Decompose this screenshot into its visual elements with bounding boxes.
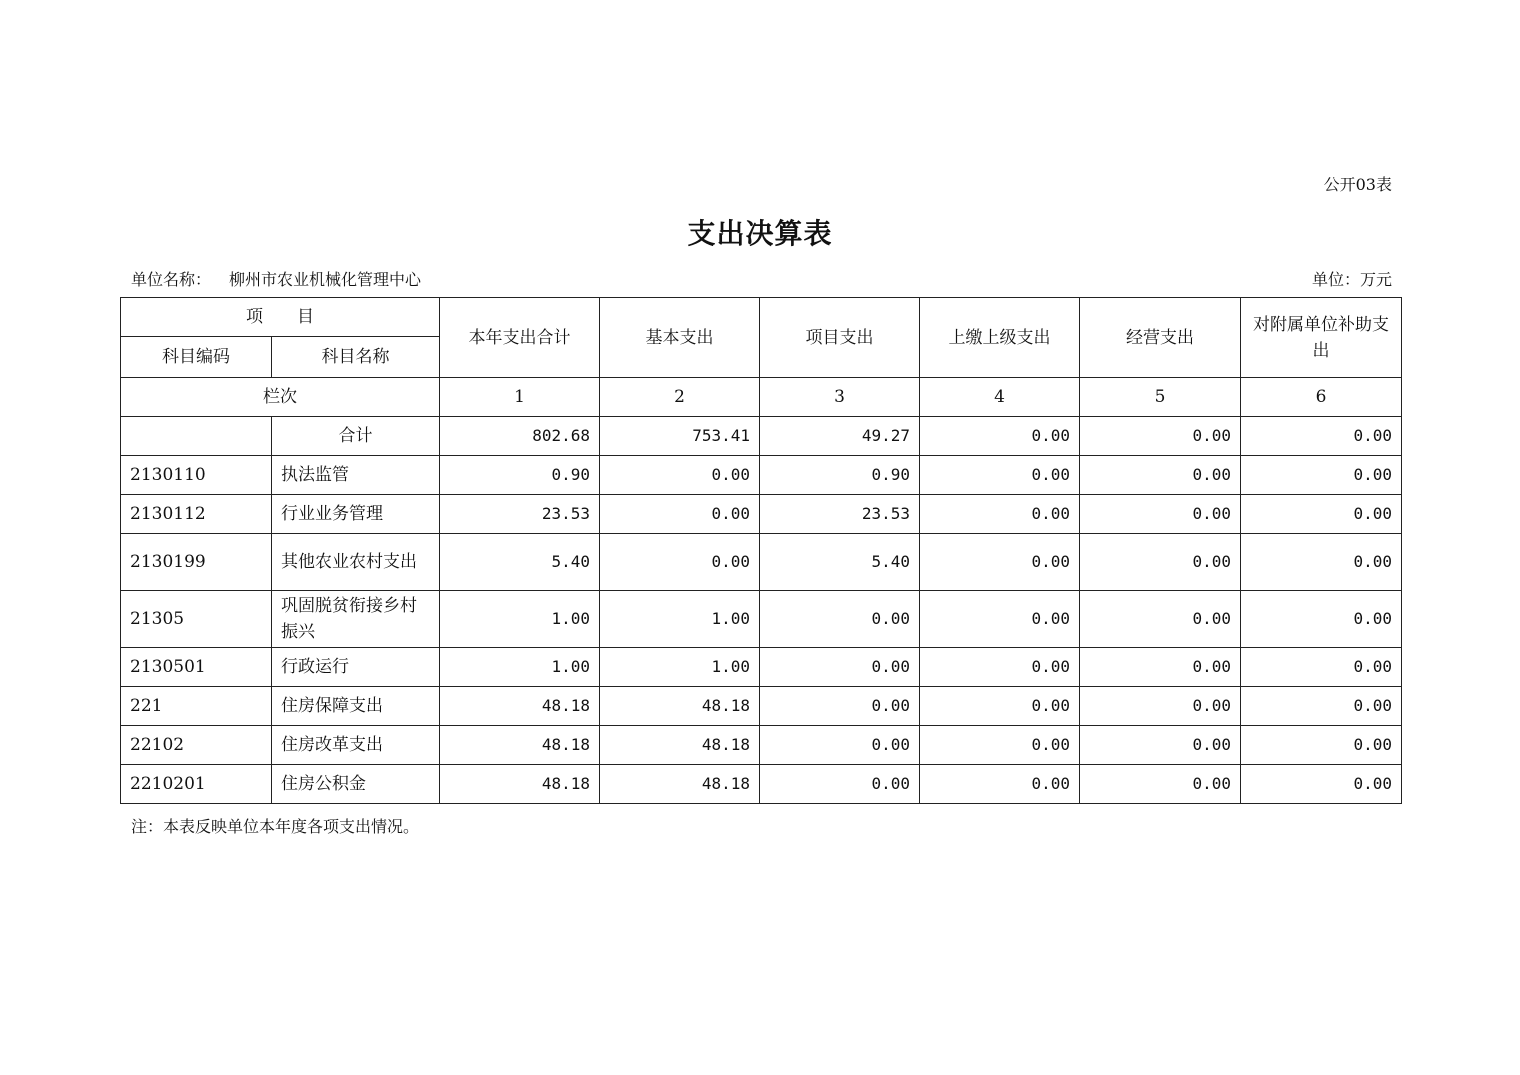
form-number: 公开03表 — [1323, 175, 1392, 194]
value-cell: 0.00 — [1241, 495, 1402, 534]
code-cell — [121, 417, 272, 456]
table-row — [121, 648, 1402, 687]
value-cell: 48.18 — [600, 726, 760, 765]
value-cell: 0.00 — [600, 456, 760, 495]
value-cell: 0.00 — [920, 765, 1080, 804]
value-cell: 0.00 — [760, 765, 920, 804]
code-cell: 21305 — [121, 591, 272, 648]
page-title: 支出决算表 — [687, 217, 833, 250]
name-cell: 其他农业农村支出 — [272, 534, 440, 591]
value-cell: 0.00 — [920, 417, 1080, 456]
value-cell: 0.00 — [920, 726, 1080, 765]
unit-name-label: 单位名称： — [131, 270, 212, 289]
value-cell: 0.00 — [1241, 765, 1402, 804]
value-cell: 0.00 — [1080, 726, 1241, 765]
table-row-total — [121, 417, 1402, 456]
value-cell: 48.18 — [440, 726, 600, 765]
value-cell: 0.00 — [1080, 534, 1241, 591]
header-code: 科目编码 — [121, 337, 272, 378]
value-cell: 0.00 — [1080, 648, 1241, 687]
value-cell: 0.00 — [920, 495, 1080, 534]
column-index-row — [121, 378, 1402, 417]
value-cell: 0.00 — [1080, 456, 1241, 495]
value-cell: 0.00 — [1241, 456, 1402, 495]
table-row — [121, 495, 1402, 534]
code-cell: 22102 — [121, 726, 272, 765]
value-cell: 0.00 — [920, 534, 1080, 591]
code-cell: 2130501 — [121, 648, 272, 687]
value-cell: 0.00 — [1241, 648, 1402, 687]
value-cell: 23.53 — [440, 495, 600, 534]
value-cell: 0.00 — [1241, 591, 1402, 648]
value-cell: 802.68 — [440, 417, 600, 456]
column-index-label: 栏次 — [121, 378, 440, 417]
value-cell: 5.40 — [440, 534, 600, 591]
column-index-cell: 6 — [1241, 378, 1402, 417]
column-index-cell: 5 — [1080, 378, 1241, 417]
code-cell: 2210201 — [121, 765, 272, 804]
table-row — [121, 456, 1402, 495]
code-cell: 2130110 — [121, 456, 272, 495]
value-cell: 0.00 — [1080, 495, 1241, 534]
column-index-cell: 2 — [600, 378, 760, 417]
value-cell: 0.00 — [1241, 417, 1402, 456]
name-cell: 住房改革支出 — [272, 726, 440, 765]
table-row — [121, 534, 1402, 591]
unit-name-line — [131, 267, 421, 290]
unit-name-value: 柳州市农业机械化管理中心 — [229, 270, 422, 289]
value-cell: 23.53 — [760, 495, 920, 534]
header-row-1 — [121, 298, 1402, 337]
column-index-cell: 3 — [760, 378, 920, 417]
header-total: 本年支出合计 — [440, 298, 600, 378]
value-cell: 0.90 — [440, 456, 600, 495]
code-cell: 221 — [121, 687, 272, 726]
value-cell: 0.00 — [600, 495, 760, 534]
value-cell: 1.00 — [600, 648, 760, 687]
value-cell: 0.00 — [920, 456, 1080, 495]
name-cell: 行业业务管理 — [272, 495, 440, 534]
header-basic: 基本支出 — [600, 298, 760, 378]
value-cell: 48.18 — [440, 765, 600, 804]
value-cell: 753.41 — [600, 417, 760, 456]
header-name: 科目名称 — [272, 337, 440, 378]
value-cell: 0.00 — [1241, 687, 1402, 726]
value-cell: 0.00 — [920, 591, 1080, 648]
currency-unit: 单位：万元 — [1311, 270, 1392, 289]
table-row — [121, 726, 1402, 765]
table-note: 注：本表反映单位本年度各项支出情况。 — [131, 817, 420, 836]
name-cell: 执法监管 — [272, 456, 440, 495]
value-cell: 0.00 — [760, 648, 920, 687]
value-cell: 1.00 — [440, 648, 600, 687]
name-cell: 巩固脱贫衔接乡村振兴 — [272, 591, 440, 648]
value-cell: 0.00 — [600, 534, 760, 591]
value-cell: 0.00 — [1080, 765, 1241, 804]
value-cell: 0.00 — [760, 687, 920, 726]
value-cell: 1.00 — [600, 591, 760, 648]
column-index-cell: 4 — [920, 378, 1080, 417]
value-cell: 0.00 — [920, 648, 1080, 687]
header-upper: 上缴上级支出 — [920, 298, 1080, 378]
table-row — [121, 591, 1402, 648]
value-cell: 0.00 — [760, 726, 920, 765]
header-item: 项 目 — [121, 298, 440, 337]
column-index-cell: 1 — [440, 378, 600, 417]
value-cell: 49.27 — [760, 417, 920, 456]
value-cell: 0.90 — [760, 456, 920, 495]
header-project: 项目支出 — [760, 298, 920, 378]
value-cell: 48.18 — [600, 687, 760, 726]
value-cell: 48.18 — [600, 765, 760, 804]
table-row — [121, 687, 1402, 726]
table-row — [121, 765, 1402, 804]
name-cell: 合计 — [272, 417, 440, 456]
value-cell: 0.00 — [1080, 591, 1241, 648]
value-cell: 0.00 — [1080, 687, 1241, 726]
value-cell: 5.40 — [760, 534, 920, 591]
value-cell: 0.00 — [1241, 534, 1402, 591]
header-business: 经营支出 — [1080, 298, 1241, 378]
name-cell: 行政运行 — [272, 648, 440, 687]
value-cell: 0.00 — [760, 591, 920, 648]
value-cell: 0.00 — [1241, 726, 1402, 765]
expenditure-table — [120, 297, 1402, 804]
header-subsidy: 对附属单位补助支出 — [1241, 298, 1402, 378]
name-cell: 住房公积金 — [272, 765, 440, 804]
code-cell: 2130199 — [121, 534, 272, 591]
code-cell: 2130112 — [121, 495, 272, 534]
value-cell: 0.00 — [920, 687, 1080, 726]
value-cell: 0.00 — [1080, 417, 1241, 456]
value-cell: 48.18 — [440, 687, 600, 726]
value-cell: 1.00 — [440, 591, 600, 648]
name-cell: 住房保障支出 — [272, 687, 440, 726]
